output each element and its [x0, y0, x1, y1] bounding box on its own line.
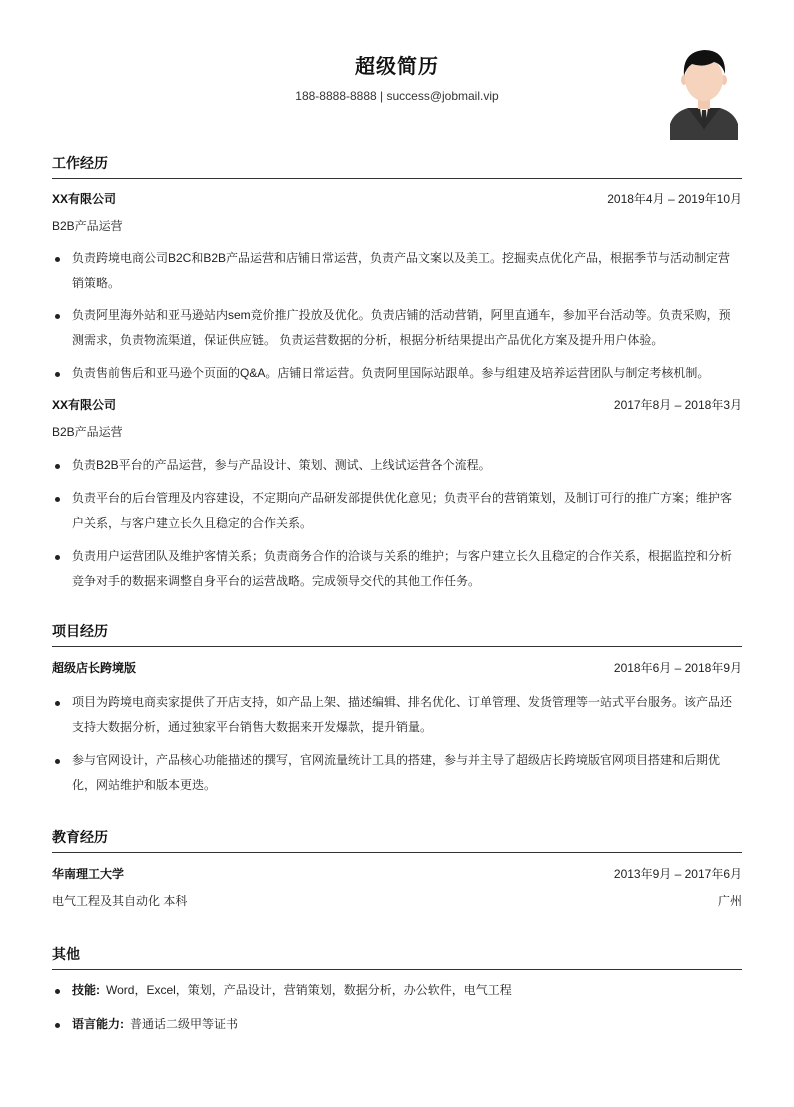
education-detail [52, 888, 742, 915]
list-item: 负责售前售后和亚马逊个页面的Q&A。店铺日常运营。负责阿里国际站跟单。参与组建及培养运营团队与制定考核机制。 [52, 361, 742, 386]
list-item: 项目为跨境电商卖家提供了开店支持，如产品上架、描述编辑、排名优化、订单管理、发货管理等一站式平台服务。该产品还支持大数据分析，通过独家平台销售大数据来开发爆款，提升销量。 [52, 690, 742, 740]
skills-label: 技能: [72, 983, 100, 997]
job-role: B2B产品运营 [52, 425, 123, 439]
other-section-title: 其他 [52, 939, 742, 970]
school-name: 华南理工大学 [52, 867, 125, 881]
bullet-list [52, 978, 742, 1037]
skills-value: Word，Excel，策划，产品设计，营销策划，数据分析，办公软件，电气工程 [106, 983, 512, 997]
bullet-list [52, 453, 742, 594]
list-item [52, 1012, 742, 1037]
work-section-title: 工作经历 [52, 148, 742, 179]
list-item: 负责用户运营团队及维护客情关系；负责商务合作的洽谈与关系的维护；与客户建立长久且稳定的合作关系，根据监控和分析竞争对手的数据来调整自身平台的运营战略。完成领导交代的其他工作任务。 [52, 544, 742, 594]
contact-info: 188-8888-8888 | success@jobmail.vip [295, 89, 499, 103]
entry-header [52, 186, 742, 213]
work-section [52, 148, 742, 594]
resume-page [52, 0, 742, 1037]
bullet-list [52, 690, 742, 798]
entry-header [52, 392, 742, 419]
resume-header [52, 0, 742, 148]
work-entry [52, 186, 742, 386]
avatar [670, 46, 738, 140]
project-entry [52, 655, 742, 798]
company-name: XX有限公司 [52, 398, 117, 412]
projects-section-title: 项目经历 [52, 616, 742, 647]
work-entry [52, 392, 742, 594]
company-name: XX有限公司 [52, 192, 117, 206]
language-label: 语言能力: [72, 1017, 124, 1031]
entry-header [52, 655, 742, 682]
entry-date: 2018年6月 – 2018年9月 [613, 661, 742, 675]
list-item: 负责平台的后台管理及内容建设，不定期向产品研发部提供优化意见；负责平台的营销策划，及制订可行的推广方案；维护客户关系，与客户建立长久且稳定的合作关系。 [52, 486, 742, 536]
list-item [52, 978, 742, 1003]
language-value: 普通话二级甲等证书 [130, 1017, 239, 1031]
project-name: 超级店长跨境版 [52, 661, 137, 675]
entry-date: 2018年4月 – 2019年10月 [607, 192, 742, 206]
major: 电气工程及其自动化 本科 [52, 894, 188, 908]
job-role: B2B产品运营 [52, 219, 123, 233]
entry-date: 2017年8月 – 2018年3月 [613, 398, 742, 412]
list-item: 负责跨境电商公司B2C和B2B产品运营和店铺日常运营，负责产品文案以及美工。挖掘卖点优化产品，根据季节与活动制定营销策略。 [52, 246, 742, 296]
entry-date: 2013年9月 – 2017年6月 [613, 867, 742, 881]
education-entry [52, 861, 742, 915]
resume-name: 超级简历 [355, 56, 439, 78]
projects-section [52, 616, 742, 798]
entry-header [52, 861, 742, 888]
list-item: 负责B2B平台的产品运营，参与产品设计、策划、测试、上线试运营各个流程。 [52, 453, 742, 478]
other-section [52, 939, 742, 1037]
education-section [52, 822, 742, 915]
education-section-title: 教育经历 [52, 822, 742, 853]
location: 广州 [717, 894, 742, 908]
bullet-list [52, 246, 742, 386]
list-item: 负责阿里海外站和亚马逊站内sem竞价推广投放及优化。负责店铺的活动营销，阿里直通车，参加平台活动等。负责采购，预测需求，负责物流渠道，保证供应链。 负责运营数据的分析，根据分析结果提出产品优化方案及提升用户体验。 [52, 303, 742, 353]
list-item: 参与官网设计，产品核心功能描述的撰写，官网流量统计工具的搭建，参与并主导了超级店长跨境版官网项目搭建和后期优化，网站维护和版本更迭。 [52, 748, 742, 798]
